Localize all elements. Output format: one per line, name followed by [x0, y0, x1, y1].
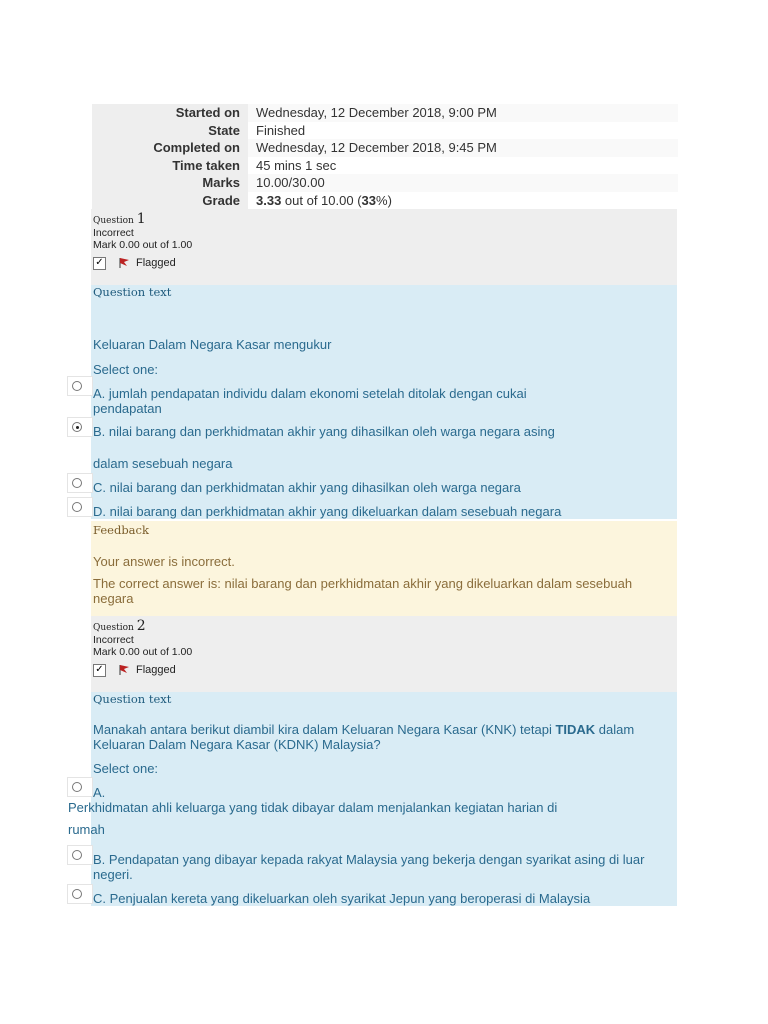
summary-label: State: [92, 122, 248, 140]
summary-value: [248, 192, 678, 210]
question-number: [93, 211, 677, 227]
question-1-content: [91, 285, 677, 519]
grade-middle: out of 10.00 (: [281, 192, 362, 208]
flag-icon[interactable]: [118, 664, 130, 676]
radio-option-b[interactable]: [67, 417, 93, 437]
question-mark: Mark 0.00 out of 1.00: [93, 646, 193, 658]
question-text-heading: Question text: [93, 692, 172, 706]
summary-label: Grade: [92, 192, 248, 210]
question-text-heading: Question text: [93, 285, 172, 299]
select-one-label: Select one:: [93, 362, 159, 377]
radio-option-a[interactable]: [67, 777, 93, 797]
option-c[interactable]: C. Penjualan kereta yang dikeluarkan oleh syarikat Jepun yang beroperasi di Malaysia: [93, 891, 591, 906]
grade-score: 3.33: [256, 192, 282, 208]
option-a[interactable]: [93, 386, 527, 416]
flag-icon[interactable]: [118, 257, 130, 269]
question-state: Incorrect: [93, 227, 134, 239]
flag-row: [93, 662, 677, 678]
feedback-line: Your answer is incorrect.: [93, 554, 235, 569]
question-2-info: [91, 616, 677, 692]
feedback-heading: Feedback: [93, 523, 149, 537]
question-prefix: Question: [93, 623, 134, 633]
option-b[interactable]: B. nilai barang dan perkhidmatan akhir yang dihasilkan oleh warga negara asing: [93, 424, 555, 439]
summary-value: 45 mins 1 sec: [248, 157, 678, 175]
question-text-emphasis: TIDAK: [555, 722, 596, 737]
summary-label: Time taken: [92, 157, 248, 175]
question-text: [93, 722, 634, 752]
select-one-label: Select one:: [93, 761, 159, 776]
option-c[interactable]: C. nilai barang dan perkhidmatan akhir yang dihasilkan oleh warga negara: [93, 480, 521, 495]
question-number-value: 2: [136, 618, 146, 634]
radio-option-d[interactable]: [67, 497, 93, 517]
option-b[interactable]: [93, 852, 644, 882]
option-a[interactable]: A.: [93, 785, 106, 800]
correct-answer-text: negara: [93, 591, 134, 606]
question-mark: Mark 0.00 out of 1.00: [93, 239, 193, 251]
summary-label: Started on: [92, 104, 248, 122]
summary-row-time-taken: [92, 157, 678, 175]
radio-option-a[interactable]: [67, 376, 93, 396]
question-text-part: Keluaran Dalam Negara Kasar (KDNK) Malaysia?: [93, 737, 381, 752]
option-b-continued: dalam sesebuah negara: [93, 456, 233, 471]
question-number-value: 1: [136, 211, 146, 227]
feedback-panel: [91, 521, 677, 616]
correct-answer-text: The correct answer is: nilai barang dan perkhidmatan akhir yang dikeluarkan dalam sesebuah: [93, 576, 633, 591]
summary-row-marks: [92, 174, 678, 192]
question-2-content: [91, 692, 677, 906]
summary-value: Wednesday, 12 December 2018, 9:45 PM: [248, 139, 678, 157]
correct-answer: [93, 576, 632, 606]
option-text: pendapatan: [93, 401, 162, 416]
question-text-part: dalam: [595, 722, 635, 737]
question-1-info: [91, 209, 677, 285]
summary-row-completed: [92, 139, 678, 157]
option-a-continued: rumah: [68, 822, 105, 837]
flag-row: [93, 255, 677, 271]
grade-end: %): [376, 192, 392, 208]
flag-label: Flagged: [136, 664, 176, 676]
radio-option-c[interactable]: [67, 884, 93, 904]
option-text: B. Pendapatan yang dibayar kepada rakyat Malaysia yang bekerja dengan syarikat asing di luar: [93, 852, 645, 867]
question-text-part: Manakah antara berikut diambil kira dalam Keluaran Negara Kasar (KNK) tetapi: [93, 722, 556, 737]
grade-percent: 33: [361, 192, 377, 208]
question-text: Keluaran Dalam Negara Kasar mengukur: [93, 337, 332, 352]
option-d[interactable]: D. nilai barang dan perkhidmatan akhir yang dikeluarkan dalam sesebuah negara: [93, 504, 562, 519]
radio-option-b[interactable]: [67, 845, 93, 865]
summary-label: Completed on: [92, 139, 248, 157]
flag-checkbox[interactable]: ✓: [93, 257, 106, 270]
summary-row-state: [92, 122, 678, 140]
summary-value: Wednesday, 12 December 2018, 9:00 PM: [248, 104, 678, 122]
attempt-summary-table: [92, 104, 678, 209]
summary-value: Finished: [248, 122, 678, 140]
radio-option-c[interactable]: [67, 473, 93, 493]
summary-label: Marks: [92, 174, 248, 192]
question-prefix: Question: [93, 216, 134, 226]
question-number: [93, 618, 677, 634]
option-text: negeri.: [93, 867, 133, 882]
question-state: Incorrect: [93, 634, 134, 646]
summary-value: 10.00/30.00: [248, 174, 678, 192]
option-a-continued: Perkhidmatan ahli keluarga yang tidak dibayar dalam menjalankan kegiatan harian di: [68, 800, 558, 815]
flag-label: Flagged: [136, 257, 176, 269]
summary-row-started: [92, 104, 678, 122]
summary-row-grade: [92, 192, 678, 210]
option-text: A. jumlah pendapatan individu dalam ekonomi setelah ditolak dengan cukai: [93, 386, 527, 401]
flag-checkbox[interactable]: ✓: [93, 664, 106, 677]
